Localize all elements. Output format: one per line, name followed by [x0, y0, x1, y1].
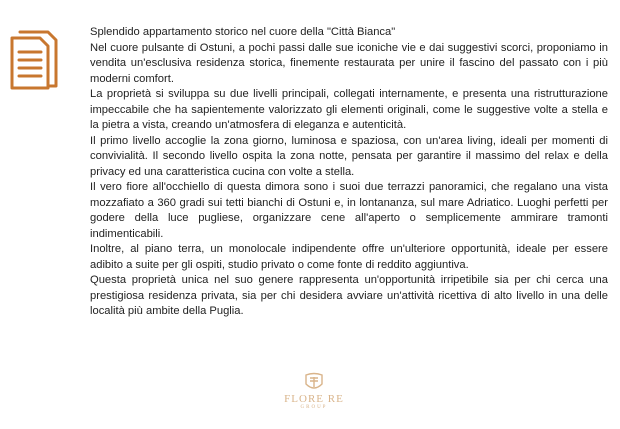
document-title: Splendido appartamento storico nel cuore della "Città Bianca" — [90, 26, 396, 38]
paragraph-5: Inoltre, al piano terra, un monolocale indipendente offre un'ulteriore opportunità, ideale per essere adibito a suite per gli ospiti, studio privato o come fonte di reddito aggiuntiva. — [90, 243, 608, 271]
logo-emblem-icon — [303, 372, 325, 392]
paragraph-3: Il primo livello accoglie la zona giorno, luminosa e spaziosa, con un'area living, ideali per momenti di convivialità. Il secondo livello ospita la zona notte, pensata per garantire il massimo del relax e della privacy ed una caratteristica cucina con volte a stella. — [90, 134, 608, 178]
document-body — [90, 25, 608, 320]
company-logo — [276, 372, 352, 422]
logo-name: FLORE RE — [284, 393, 344, 405]
document-icon — [8, 26, 60, 90]
paragraph-4: Il vero fiore all'occhiello di questa dimora sono i suoi due terrazzi panoramici, che regalano una vista mozzafiato a 360 gradi sui tetti bianchi di Ostuni e, in lontananza, sul mare Adriatico. Luoghi perfetti per godere della luce pugliese, organizzare cene all'aperto o semplicemente ammirare tramonti indimenticabili. — [90, 181, 608, 240]
paragraph-6: Questa proprietà unica nel suo genere rappresenta un'opportunità irripetibile sia per chi cerca una prestigiosa residenza privata, sia per chi desidera avviare un'attività ricettiva di alto livello in una delle località più ambite della Puglia. — [90, 274, 608, 317]
logo-subtitle: GROUP — [300, 405, 328, 410]
paragraph-2: La proprietà si sviluppa su due livelli principali, collegati internamente, e presenta una ristrutturazione impeccabile che ha sapientemente valorizzato gli elementi originali, come le suggestive volte a stella e la pietra a vista, creando un'atmosfera di eleganza e autenticità. — [90, 88, 608, 131]
paragraph-1: Nel cuore pulsante di Ostuni, a pochi passi dalle sue iconiche vie e dai suggestivi scorci, proponiamo in vendita un'esclusiva residenza storica, finemente restaurata per unire il fascino del passato con i più moderni comfort. — [90, 41, 608, 85]
